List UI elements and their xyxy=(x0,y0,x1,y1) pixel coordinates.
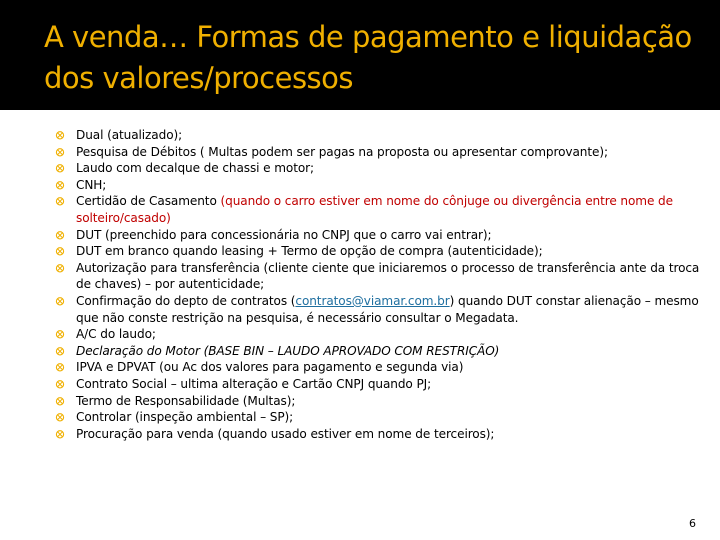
list-item-text: Procuração para venda (quando usado estiver em nome de terceiros); xyxy=(76,426,495,441)
list-item xyxy=(55,144,705,161)
bullet-icon xyxy=(55,160,69,177)
list-item-text: Termo de Responsabilidade (Multas); xyxy=(76,393,296,408)
list-item-text: Pesquisa de Débitos ( Multas podem ser pagas na proposta ou apresentar comprovante); xyxy=(76,144,608,159)
bullet-icon xyxy=(55,177,69,194)
bullet-icon xyxy=(55,359,69,376)
list-item xyxy=(55,177,705,194)
list-item-text: Laudo com decalque de chassi e motor; xyxy=(76,161,315,176)
bullet-icon xyxy=(55,260,69,277)
bullet-icon xyxy=(55,227,69,244)
title-bar xyxy=(0,0,720,110)
bullet-icon xyxy=(55,243,69,260)
slide-title: A venda… Formas de pagamento e liquidação dos valores/processos xyxy=(44,20,692,95)
list-item xyxy=(55,343,705,360)
list-item xyxy=(55,426,705,443)
list-item-text: Dual (atualizado); xyxy=(76,128,183,142)
bullet-icon xyxy=(55,144,69,161)
list-item-text: IPVA e DPVAT (ou Ac dos valores para pagamento e segunda via) xyxy=(76,360,464,375)
bullet-icon xyxy=(55,343,69,360)
list-item xyxy=(55,160,705,177)
list-item xyxy=(55,227,705,244)
bullet-icon xyxy=(55,393,69,410)
list-item-text: ) quando DUT constar alienação – mesmo que não conste restrição na pesquisa, é necessário consultar o Megadata. xyxy=(76,293,699,325)
list-item-italic-text: Declaração do Motor (BASE BIN – LAUDO APROVADO COM RESTRIÇÃO) xyxy=(76,343,500,358)
list-item xyxy=(55,127,705,144)
bullet-icon xyxy=(55,193,69,210)
bullet-icon xyxy=(55,409,69,426)
page-number: 6 xyxy=(689,517,696,530)
list-item-red-note: (quando o carro estiver em nome do cônjuge ou divergência entre nome de solteiro/casado) xyxy=(76,194,673,225)
list-item xyxy=(55,393,705,410)
list-item xyxy=(55,376,705,393)
list-item xyxy=(55,243,705,260)
list-item xyxy=(55,326,705,343)
list-item-text: A/C do laudo; xyxy=(76,327,156,342)
list-item-text: DUT (preenchido para concessionária no CNPJ que o carro vai entrar); xyxy=(76,227,492,242)
bullet-icon xyxy=(55,293,69,310)
bullet-icon xyxy=(55,426,69,443)
requirements-list xyxy=(55,127,705,442)
list-item xyxy=(55,260,705,293)
list-item xyxy=(55,293,705,326)
list-item-text: Confirmação do depto de contratos ( xyxy=(76,293,296,308)
list-item-text: Controlar (inspeção ambiental – SP); xyxy=(76,410,294,425)
list-item-text: DUT em branco quando leasing + Termo de opção de compra (autenticidade); xyxy=(76,244,543,259)
list-item-text: Certidão de Casamento xyxy=(76,194,221,209)
list-item-text: Contrato Social – ultima alteração e Cartão CNPJ quando PJ; xyxy=(76,376,432,391)
bullet-icon xyxy=(55,326,69,343)
list-item-text: Autorização para transferência (cliente ciente que iniciaremos o processo de transferência ante da troca de chaves) – por autenticidade; xyxy=(76,260,700,292)
list-item xyxy=(55,359,705,376)
list-item xyxy=(55,409,705,426)
bullet-icon xyxy=(55,127,69,144)
list-item-text: CNH; xyxy=(76,177,107,192)
list-item xyxy=(55,193,705,226)
bullet-icon xyxy=(55,376,69,393)
contracts-email-link[interactable]: contratos@viamar.com.br xyxy=(295,293,450,308)
